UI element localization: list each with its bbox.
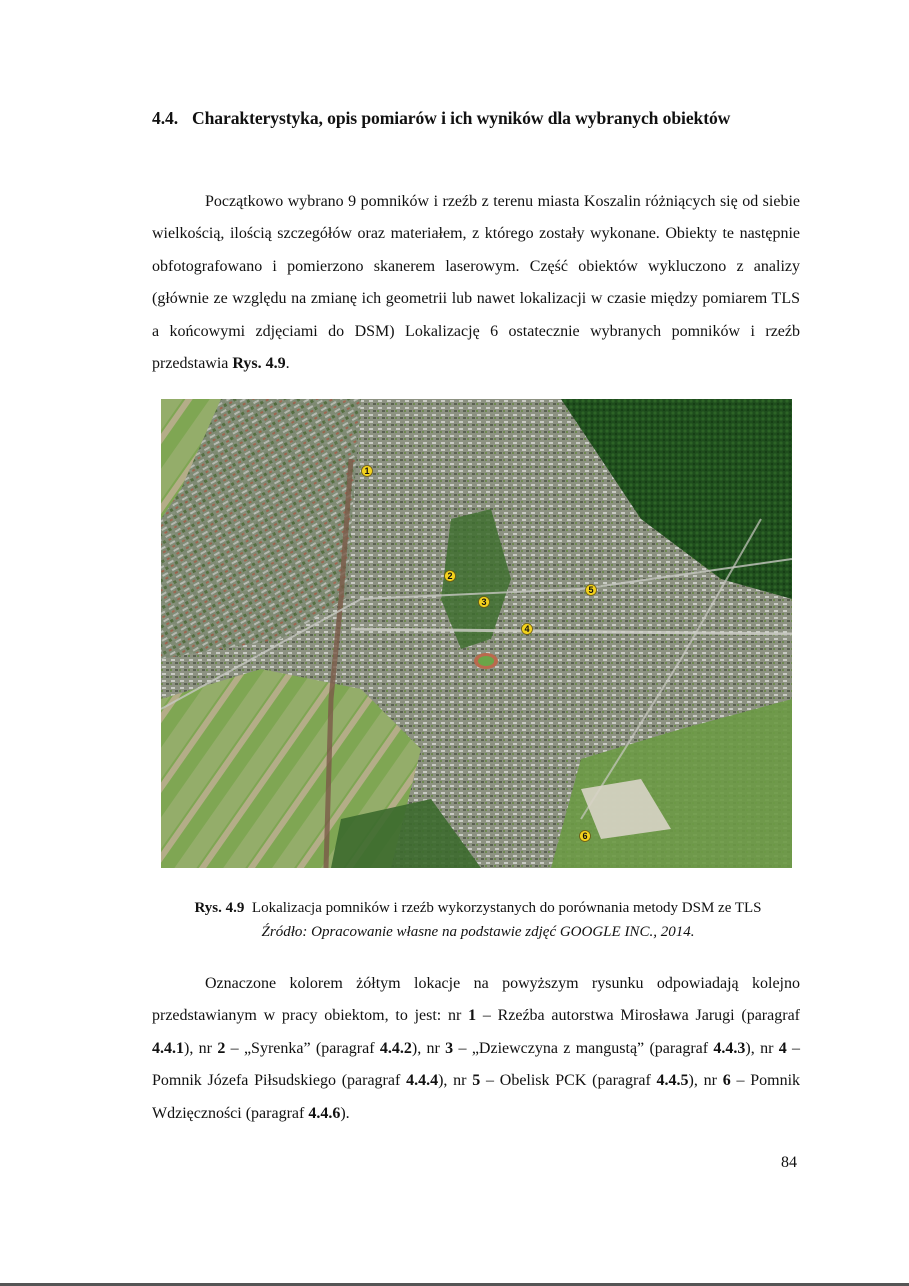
- text-run: ), nr: [184, 1039, 218, 1057]
- text-run: – „Dziewczyna z mangustą” (paragraf: [453, 1039, 714, 1057]
- text-run: ), nr: [688, 1072, 723, 1090]
- caption-line: [140, 896, 816, 920]
- text-run: ), nr: [438, 1072, 473, 1090]
- text-run: – „Syrenka” (paragraf: [225, 1039, 380, 1057]
- location-marker-2: [445, 571, 456, 582]
- aerial-map-figure: [161, 399, 792, 868]
- bold-reference: 4.4.3: [713, 1039, 746, 1057]
- location-marker-1: [362, 466, 373, 477]
- text-run: ).: [340, 1104, 350, 1122]
- marker-label: 1: [364, 466, 370, 477]
- marker-label: 6: [582, 831, 588, 842]
- bold-reference: 6: [722, 1072, 731, 1090]
- marker-label: 3: [481, 597, 487, 608]
- bold-reference: 1: [468, 1007, 477, 1025]
- marker-label: 5: [588, 585, 594, 596]
- text-run: – Rzeźba autorstwa Mirosława Jarugi (paragraf: [476, 1007, 800, 1025]
- text-run: ), nr: [745, 1039, 779, 1057]
- bold-reference: 4.4.4: [406, 1072, 439, 1090]
- bold-reference: 3: [445, 1039, 454, 1057]
- caption-text: Lokalizacja pomników i rzeźb wykorzystanych do porównania metody DSM ze TLS: [251, 900, 762, 916]
- location-marker-6: [580, 831, 591, 842]
- location-marker-3: [479, 597, 490, 608]
- bold-reference: 4.4.6: [308, 1104, 341, 1122]
- legend-text: [152, 975, 800, 1122]
- text-run: Oznaczone kolorem żółtym lokacje na powyższym rysunku odpowiadają kolejno przedstawianym w pracy obiektom, to jest: nr: [152, 975, 800, 1025]
- page-number: 84: [781, 1154, 797, 1171]
- text-run: ), nr: [411, 1039, 446, 1057]
- location-marker-4: [522, 624, 533, 635]
- bold-reference: 2: [217, 1039, 226, 1057]
- caption-label: Rys. 4.9: [194, 900, 245, 916]
- marker-label: 2: [447, 571, 453, 582]
- text-run: – Pomnik Józefa Piłsudskiego (paragraf: [152, 1039, 801, 1090]
- section-heading: [152, 108, 812, 129]
- aerial-map-image: [161, 399, 792, 868]
- location-marker-5: [586, 585, 597, 596]
- figure-reference: Rys. 4.9: [232, 355, 286, 373]
- figure-caption: [140, 896, 816, 944]
- bold-reference: 5: [472, 1072, 481, 1090]
- intro-text: Początkowo wybrano 9 pomników i rzeźb z terenu miasta Koszalin różniących się od siebie wielkością, ilością szczegółów oraz materiałem, z którego zostały wykonane. Obiekty te następnie obfotografowano i pomierzono skanerem laserowym. Część obiektów wykluczono z analizy (głównie ze względu na zmianę ich geometrii lub nawet lokalizacji w czasie między pomiarem TLS a końcowymi zdjęciami do DSM) Lokalizację 6 ostatecznie wybranych pomników i rzeźb przedstawia: [152, 193, 800, 373]
- section-number: 4.4.: [152, 108, 178, 128]
- section-title: Charakterystyka, opis pomiarów i ich wyników dla wybranych obiektów: [192, 108, 731, 128]
- intro-end: .: [285, 355, 290, 373]
- bold-reference: 4: [778, 1039, 787, 1057]
- marker-label: 4: [524, 624, 530, 635]
- caption-source: Źródło: Opracowanie własne na podstawie zdjęć GOOGLE INC., 2014.: [261, 924, 695, 940]
- legend-paragraph: [152, 968, 800, 1130]
- text-run: – Pomnik Wdzięczności (paragraf: [152, 1072, 801, 1122]
- bold-reference: 4.4.2: [379, 1039, 412, 1057]
- bold-reference: 4.4.1: [152, 1039, 184, 1057]
- intro-paragraph: [152, 186, 800, 380]
- bold-reference: 4.4.5: [656, 1072, 689, 1090]
- text-run: – Obelisk PCK (paragraf: [480, 1072, 657, 1090]
